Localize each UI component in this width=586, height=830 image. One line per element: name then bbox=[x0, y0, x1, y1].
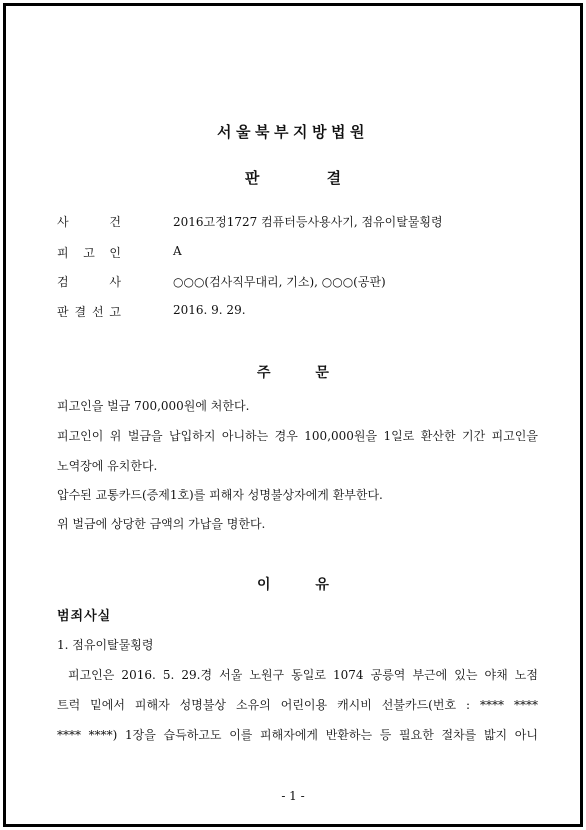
order-title: 주 문 bbox=[257, 365, 329, 381]
case-label-char: 건 bbox=[109, 215, 121, 229]
judgment-title: 판 결 bbox=[244, 169, 342, 187]
defendant-label bbox=[57, 244, 121, 261]
item1-line: 트럭 밑에서 피해자 성명불상 소유의 어린이용 캐시비 선불카드(번호 : **** **** bbox=[57, 698, 538, 712]
court-name: 서울북부지방법원 bbox=[217, 123, 369, 141]
sentence-date-label-char: 선 bbox=[91, 305, 104, 319]
defendant-value: A bbox=[173, 244, 182, 258]
item1-line: 피고인은 2016. 5. 29.경 서울 노원구 동일로 1074 공릉역 부근에 있는 야채 노점 bbox=[68, 668, 538, 682]
case-label-char: 사 bbox=[57, 215, 69, 229]
prosecutor-label-char: 사 bbox=[109, 275, 121, 289]
item1-line: **** ****) 1장을 습득하고도 이를 피해자에게 반환하는 등 필요한 절차를 밟지 아니 bbox=[57, 728, 538, 742]
order-line: 압수된 교통카드(증제1호)를 피해자 성명불상자에게 환부한다. bbox=[57, 488, 383, 502]
reason-title: 이 유 bbox=[257, 577, 329, 593]
defendant-label-char: 고 bbox=[83, 246, 95, 260]
prosecutor-value: ○○○(검사직무대리, 기소), ○○○(공판) bbox=[173, 275, 386, 289]
prosecutor-label-char: 검 bbox=[57, 275, 69, 289]
prosecutor-label bbox=[57, 273, 121, 290]
sentence-date-label bbox=[57, 303, 121, 320]
case-label bbox=[57, 213, 121, 230]
item1-heading: 1. 점유이탈물횡령 bbox=[57, 638, 154, 652]
order-line: 피고인을 벌금 700,000원에 처한다. bbox=[57, 399, 250, 413]
case-value: 2016고정1727 컴퓨터등사용사기, 점유이탈물횡령 bbox=[173, 215, 443, 229]
sentence-date-value: 2016. 9. 29. bbox=[173, 303, 246, 317]
sentence-date-label-char: 판 bbox=[57, 305, 69, 319]
order-line: 노역장에 유치한다. bbox=[57, 459, 158, 473]
sentence-date-label-char: 결 bbox=[74, 305, 87, 319]
defendant-label-char: 피 bbox=[57, 246, 69, 260]
page-number: - 1 - bbox=[281, 789, 305, 803]
facts-heading: 범죄사실 bbox=[57, 609, 112, 624]
defendant-label-char: 인 bbox=[109, 246, 121, 260]
order-line: 피고인이 위 벌금을 납입하지 아니하는 경우 100,000원을 1일로 환산한 기간 피고인을 bbox=[57, 429, 538, 443]
sentence-date-label-char: 고 bbox=[109, 305, 121, 319]
order-line: 위 벌금에 상당한 금액의 가납을 명한다. bbox=[57, 517, 266, 531]
